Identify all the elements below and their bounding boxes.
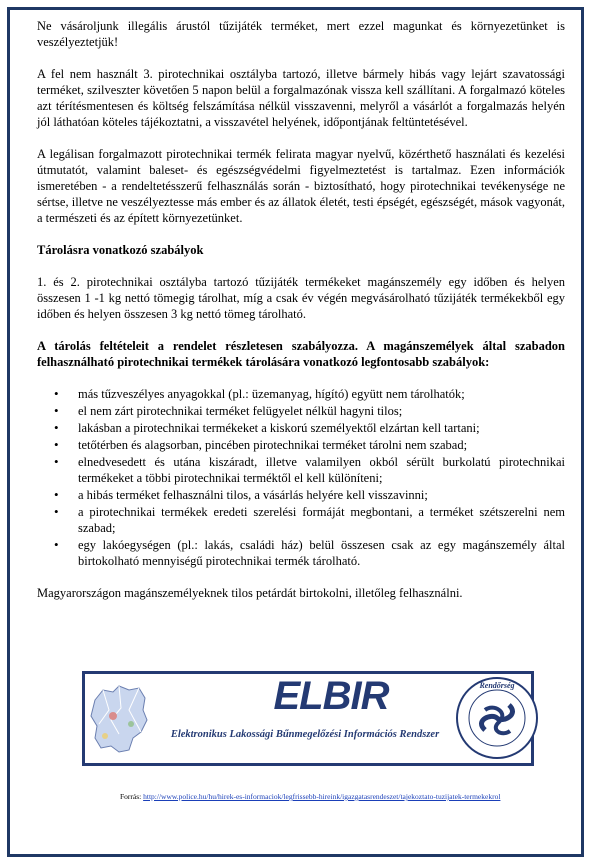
list-item: • a hibás terméket felhasználni tilos, a vásárlás helyére kell visszavinni;: [78, 487, 565, 503]
list-item: • a pirotechnikai termékek eredeti szerelési formáját megbontani, a terméket szétszerelni nem szabad;: [78, 504, 565, 536]
elbir-subtitle: Elektronikus Lakossági Bűnmegelőzési Információs Rendszer: [170, 729, 440, 740]
list-item: • el nem zárt pirotechnikai terméket felügyelet nélkül hagyni tilos;: [78, 403, 565, 419]
list-item: • más tűzveszélyes anyagokkal (pl.: üzemanyag, hígító) együtt nem tárolhatók;: [78, 386, 565, 402]
return-paragraph: A fel nem használt 3. pirotechnikai osztályba tartozó, illetve bármely hibás vagy lejárt szavatossági terméket, szilveszter követően 5 napon belül a forgalmazónak vissza kell szállítani. A forgalmazó köteles azt térítésmentesen és költség felszámítása nélkül visszavenni, melyről a vásárlót a forgalmazás helyén jól láthatóan köteles tájékoztatni, a visszavétel helyének, időpontjának feltüntetésével.: [37, 67, 565, 129]
hungary-map-icon: [89, 680, 149, 758]
elbir-banner: [82, 671, 534, 766]
list-item: • lakásban a pirotechnikai termékeket a kiskorú személyektől elzártan kell tartani;: [78, 420, 565, 436]
storage-heading: Tárolásra vonatkozó szabályok: [37, 243, 204, 257]
source-link[interactable]: http://www.police.hu/hu/hirek-es-informaciok/legfrissebb-hireink/igazgatasrendeszet/tajekoztato-tuzijatek-termekekrol: [143, 792, 501, 801]
list-item: • elnedvesedett és utána kiszáradt, illetve valamilyen okból sérült burkolatú pirotechnikai termékeket a többi pirotechnikai terméktől el kell különíteni;: [78, 454, 565, 486]
storage-rules-intro: A tárolás feltételeit a rendelet részletesen szabályozza. A magánszemélyek által szabadon felhasználható pirotechnikai termékek tárolására vonatkozó legfontosabb szabályok:: [37, 339, 565, 369]
list-item: • egy lakóegységen (pl.: lakás, családi ház) belül összesen csak az egy magánszemély által birtokolható mennyiségű pirotechnikai termék tárolható.: [78, 537, 565, 569]
storage-limits-paragraph: 1. és 2. pirotechnikai osztályba tartozó tűzijáték termékeket magánszemély egy időben és helyen összesen 1 -1 kg nettó tömegig tárolhat, míg a csak év végén megvásárolható tűzijáték termékekből egy időben és helyen összesen 3 kg nettó tömeg tárolható.: [37, 275, 565, 321]
list-item: • tetőtérben és alagsorban, pincében pirotechnikai terméket tárolni nem szabad;: [78, 437, 565, 453]
source-label: Forrás:: [120, 792, 142, 801]
firecracker-ban-paragraph: Magyarországon magánszemélyeknek tilos petárdát birtokolni, illetőleg felhasználni.: [37, 586, 463, 600]
storage-rules-list: [37, 386, 565, 569]
labeling-paragraph: A legálisan forgalmazott pirotechnikai termék felirata magyar nyelvű, közérthető használati és kezelési útmutatót, valamint baleset- és egészségvédelmi figyelmeztetést is tartalmaz. Ezen információk ismeretében - a rendeltetésszerű felhasználás során - biztosítható, hogy pirotechnikai tevékenysége ne sértse, illetve ne veszélyeztesse más ember és az állatok életét, testi épségét, egészségét, mások vagyonát, a természeti és az épített környezetünket.: [37, 147, 565, 225]
document-body: [37, 18, 565, 617]
police-seal-icon: [454, 675, 540, 761]
warning-paragraph: Ne vásároljunk illegális árustól tűzijáték terméket, mert ezzel magunkat és környezetünket is veszélyeztetjük!: [37, 19, 565, 49]
source-line: [120, 792, 590, 801]
seal-text: Rendőrség: [479, 681, 515, 690]
elbir-logo: ELBIR: [273, 674, 389, 718]
